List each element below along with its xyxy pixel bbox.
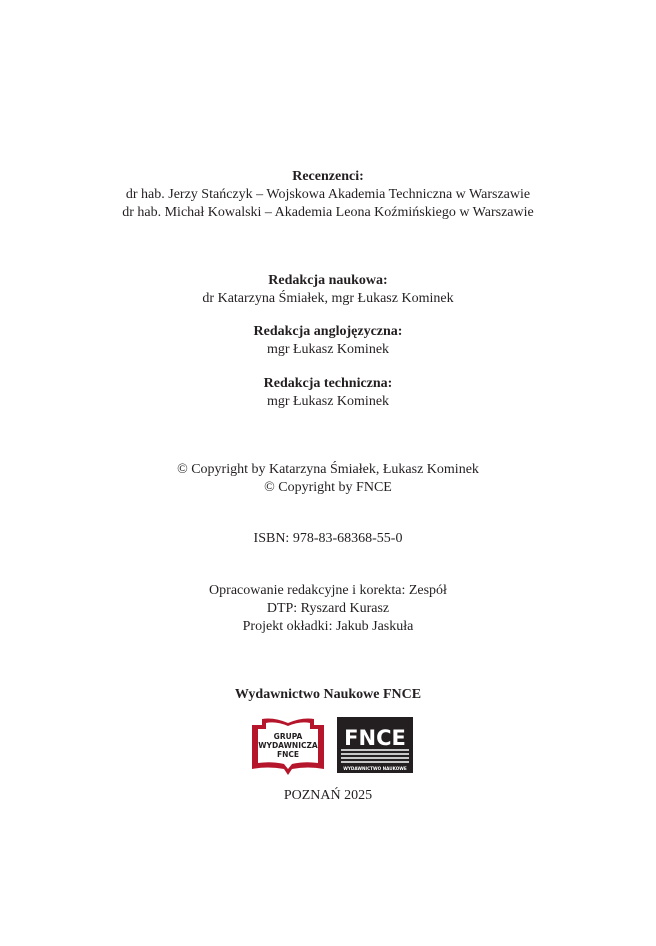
reviewer-line: dr hab. Jerzy Stańczyk – Wojskowa Akademia Techniczna w Warszawie bbox=[125, 187, 531, 202]
english-editors-section bbox=[0, 323, 656, 359]
scientific-editors-section bbox=[0, 272, 656, 308]
reviewers-heading: Recenzenci: bbox=[292, 169, 364, 184]
technical-editors-heading: Redakcja techniczna: bbox=[263, 376, 393, 391]
fnce-logo-subtitle: WYDAWNICTWO NAUKOWE bbox=[343, 766, 407, 771]
credits-section bbox=[0, 582, 656, 636]
credits-line: Opracowanie redakcyjne i korekta: Zespół bbox=[209, 583, 447, 598]
place-year: POZNAŃ 2025 bbox=[283, 788, 373, 803]
reviewers-section bbox=[0, 168, 656, 222]
grupa-logo-text: WYDAWNICZA bbox=[258, 741, 318, 750]
grupa-logo-text: GRUPA bbox=[273, 732, 303, 741]
english-editors-names: mgr Łukasz Kominek bbox=[266, 342, 390, 357]
grupa-logo-text: FNCE bbox=[276, 750, 300, 759]
grupa-wydawnicza-logo bbox=[248, 717, 328, 775]
scientific-editors-heading: Redakcja naukowa: bbox=[268, 273, 388, 288]
copyright-section bbox=[0, 461, 656, 497]
publisher-name: Wydawnictwo Naukowe FNCE bbox=[234, 687, 422, 702]
technical-editors-section bbox=[0, 375, 656, 411]
isbn-section bbox=[0, 530, 656, 548]
place-year-section bbox=[0, 787, 656, 805]
copyright-line: © Copyright by Katarzyna Śmiałek, Łukasz Kominek bbox=[177, 462, 479, 477]
fnce-logo-title: FNCE bbox=[344, 726, 406, 750]
credits-line: DTP: Ryszard Kurasz bbox=[266, 601, 390, 616]
technical-editors-names: mgr Łukasz Kominek bbox=[266, 394, 390, 409]
copyright-line: © Copyright by FNCE bbox=[264, 480, 392, 495]
fnce-logo bbox=[337, 717, 413, 773]
publisher-section bbox=[0, 686, 656, 704]
reviewer-line: dr hab. Michał Kowalski – Akademia Leona Koźmińskiego w Warszawie bbox=[122, 205, 534, 220]
publisher-logos bbox=[0, 717, 656, 777]
isbn-line: ISBN: 978-83-68368-55-0 bbox=[253, 531, 403, 546]
scientific-editors-names: dr Katarzyna Śmiałek, mgr Łukasz Kominek bbox=[202, 291, 454, 306]
credits-line: Projekt okładki: Jakub Jaskuła bbox=[242, 619, 414, 634]
english-editors-heading: Redakcja anglojęzyczna: bbox=[253, 324, 403, 339]
